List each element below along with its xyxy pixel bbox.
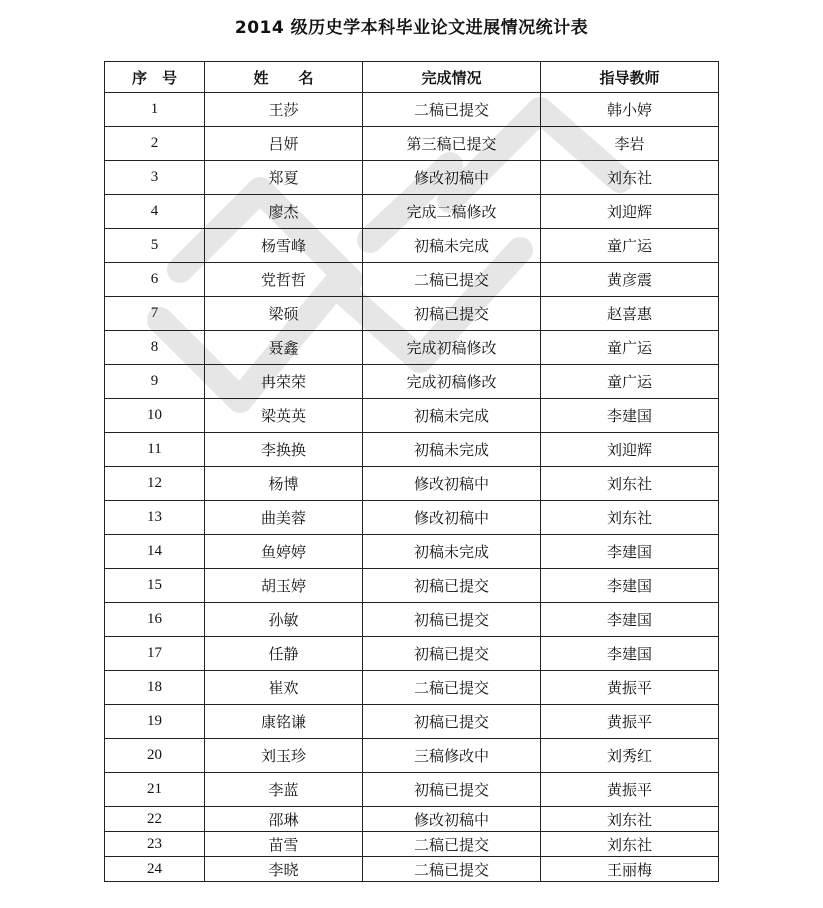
cell-name: 邵琳 (205, 807, 363, 832)
cell-status: 第三稿已提交 (363, 127, 541, 161)
cell-name: 刘玉珍 (205, 739, 363, 773)
cell-seq: 23 (105, 832, 205, 857)
cell-seq: 19 (105, 705, 205, 739)
cell-status: 完成二稿修改 (363, 195, 541, 229)
table-row (105, 161, 719, 195)
cell-name: 胡玉婷 (205, 569, 363, 603)
cell-seq: 14 (105, 535, 205, 569)
cell-status: 修改初稿中 (363, 161, 541, 195)
cell-advisor: 刘迎辉 (541, 433, 719, 467)
cell-seq: 20 (105, 739, 205, 773)
cell-seq: 4 (105, 195, 205, 229)
table-row (105, 832, 719, 857)
cell-advisor: 刘迎辉 (541, 195, 719, 229)
cell-advisor: 童广运 (541, 229, 719, 263)
cell-advisor: 黄振平 (541, 671, 719, 705)
table-row (105, 127, 719, 161)
table-row (105, 93, 719, 127)
cell-status: 初稿未完成 (363, 535, 541, 569)
table-row (105, 857, 719, 882)
cell-seq: 7 (105, 297, 205, 331)
cell-name: 鱼婷婷 (205, 535, 363, 569)
document-title: 2014 级历史学本科毕业论文进展情况统计表 (234, 18, 589, 38)
cell-advisor: 李建国 (541, 603, 719, 637)
table-row (105, 433, 719, 467)
cell-status: 修改初稿中 (363, 501, 541, 535)
cell-name: 李晓 (205, 857, 363, 882)
table-row (105, 501, 719, 535)
cell-advisor: 刘东社 (541, 832, 719, 857)
cell-name: 孙敏 (205, 603, 363, 637)
cell-advisor: 李建国 (541, 569, 719, 603)
cell-advisor: 童广运 (541, 365, 719, 399)
cell-seq: 6 (105, 263, 205, 297)
cell-advisor: 黄彦震 (541, 263, 719, 297)
cell-advisor: 刘东社 (541, 467, 719, 501)
cell-status: 初稿已提交 (363, 705, 541, 739)
cell-name: 曲美蓉 (205, 501, 363, 535)
table-row (105, 535, 719, 569)
cell-status: 初稿已提交 (363, 773, 541, 807)
table-row (105, 229, 719, 263)
cell-advisor: 黄振平 (541, 773, 719, 807)
header-status: 完成情况 (363, 62, 541, 93)
table-row (105, 365, 719, 399)
cell-advisor: 童广运 (541, 331, 719, 365)
cell-name: 杨博 (205, 467, 363, 501)
table-row (105, 807, 719, 832)
cell-status: 初稿已提交 (363, 569, 541, 603)
table-row (105, 297, 719, 331)
cell-name: 康铭谦 (205, 705, 363, 739)
cell-status: 初稿未完成 (363, 229, 541, 263)
cell-advisor: 刘秀红 (541, 739, 719, 773)
cell-status: 二稿已提交 (363, 263, 541, 297)
cell-name: 廖杰 (205, 195, 363, 229)
table-row (105, 773, 719, 807)
cell-status: 初稿已提交 (363, 637, 541, 671)
cell-seq: 21 (105, 773, 205, 807)
cell-name: 任静 (205, 637, 363, 671)
cell-seq: 10 (105, 399, 205, 433)
cell-seq: 5 (105, 229, 205, 263)
cell-status: 三稿修改中 (363, 739, 541, 773)
cell-name: 聂鑫 (205, 331, 363, 365)
table-row (105, 603, 719, 637)
cell-status: 修改初稿中 (363, 467, 541, 501)
table-row (105, 195, 719, 229)
header-name: 姓 名 (205, 62, 363, 93)
table-row (105, 671, 719, 705)
table-header-row (105, 62, 719, 93)
table-row (105, 263, 719, 297)
cell-seq: 9 (105, 365, 205, 399)
cell-name: 崔欢 (205, 671, 363, 705)
cell-name: 李蓝 (205, 773, 363, 807)
cell-status: 初稿未完成 (363, 433, 541, 467)
header-seq: 序 号 (105, 62, 205, 93)
cell-seq: 18 (105, 671, 205, 705)
cell-seq: 17 (105, 637, 205, 671)
cell-seq: 3 (105, 161, 205, 195)
cell-advisor: 赵喜惠 (541, 297, 719, 331)
table-row (105, 569, 719, 603)
cell-status: 初稿已提交 (363, 603, 541, 637)
cell-seq: 8 (105, 331, 205, 365)
cell-name: 李换换 (205, 433, 363, 467)
cell-status: 二稿已提交 (363, 93, 541, 127)
cell-name: 梁硕 (205, 297, 363, 331)
cell-name: 吕妍 (205, 127, 363, 161)
cell-seq: 15 (105, 569, 205, 603)
cell-status: 完成初稿修改 (363, 331, 541, 365)
cell-seq: 12 (105, 467, 205, 501)
cell-name: 郑夏 (205, 161, 363, 195)
cell-name: 王莎 (205, 93, 363, 127)
cell-advisor: 李建国 (541, 399, 719, 433)
cell-advisor: 刘东社 (541, 807, 719, 832)
cell-status: 二稿已提交 (363, 832, 541, 857)
cell-seq: 2 (105, 127, 205, 161)
cell-seq: 22 (105, 807, 205, 832)
table-row (105, 739, 719, 773)
table-row (105, 399, 719, 433)
cell-name: 苗雪 (205, 832, 363, 857)
cell-seq: 24 (105, 857, 205, 882)
cell-status: 二稿已提交 (363, 671, 541, 705)
cell-advisor: 李建国 (541, 535, 719, 569)
cell-seq: 13 (105, 501, 205, 535)
cell-status: 二稿已提交 (363, 857, 541, 882)
cell-status: 修改初稿中 (363, 807, 541, 832)
table-row (105, 637, 719, 671)
cell-name: 梁英英 (205, 399, 363, 433)
header-advisor: 指导教师 (541, 62, 719, 93)
cell-name: 党哲哲 (205, 263, 363, 297)
table-row (105, 467, 719, 501)
cell-seq: 11 (105, 433, 205, 467)
cell-advisor: 刘东社 (541, 161, 719, 195)
cell-advisor: 韩小婷 (541, 93, 719, 127)
table-row (105, 331, 719, 365)
table-row (105, 705, 719, 739)
cell-status: 初稿未完成 (363, 399, 541, 433)
thesis-progress-table (104, 61, 719, 882)
cell-name: 杨雪峰 (205, 229, 363, 263)
cell-advisor: 黄振平 (541, 705, 719, 739)
cell-seq: 1 (105, 93, 205, 127)
cell-advisor: 刘东社 (541, 501, 719, 535)
cell-advisor: 李岩 (541, 127, 719, 161)
cell-name: 冉荣荣 (205, 365, 363, 399)
cell-advisor: 王丽梅 (541, 857, 719, 882)
cell-seq: 16 (105, 603, 205, 637)
cell-status: 初稿已提交 (363, 297, 541, 331)
cell-advisor: 李建国 (541, 637, 719, 671)
cell-status: 完成初稿修改 (363, 365, 541, 399)
